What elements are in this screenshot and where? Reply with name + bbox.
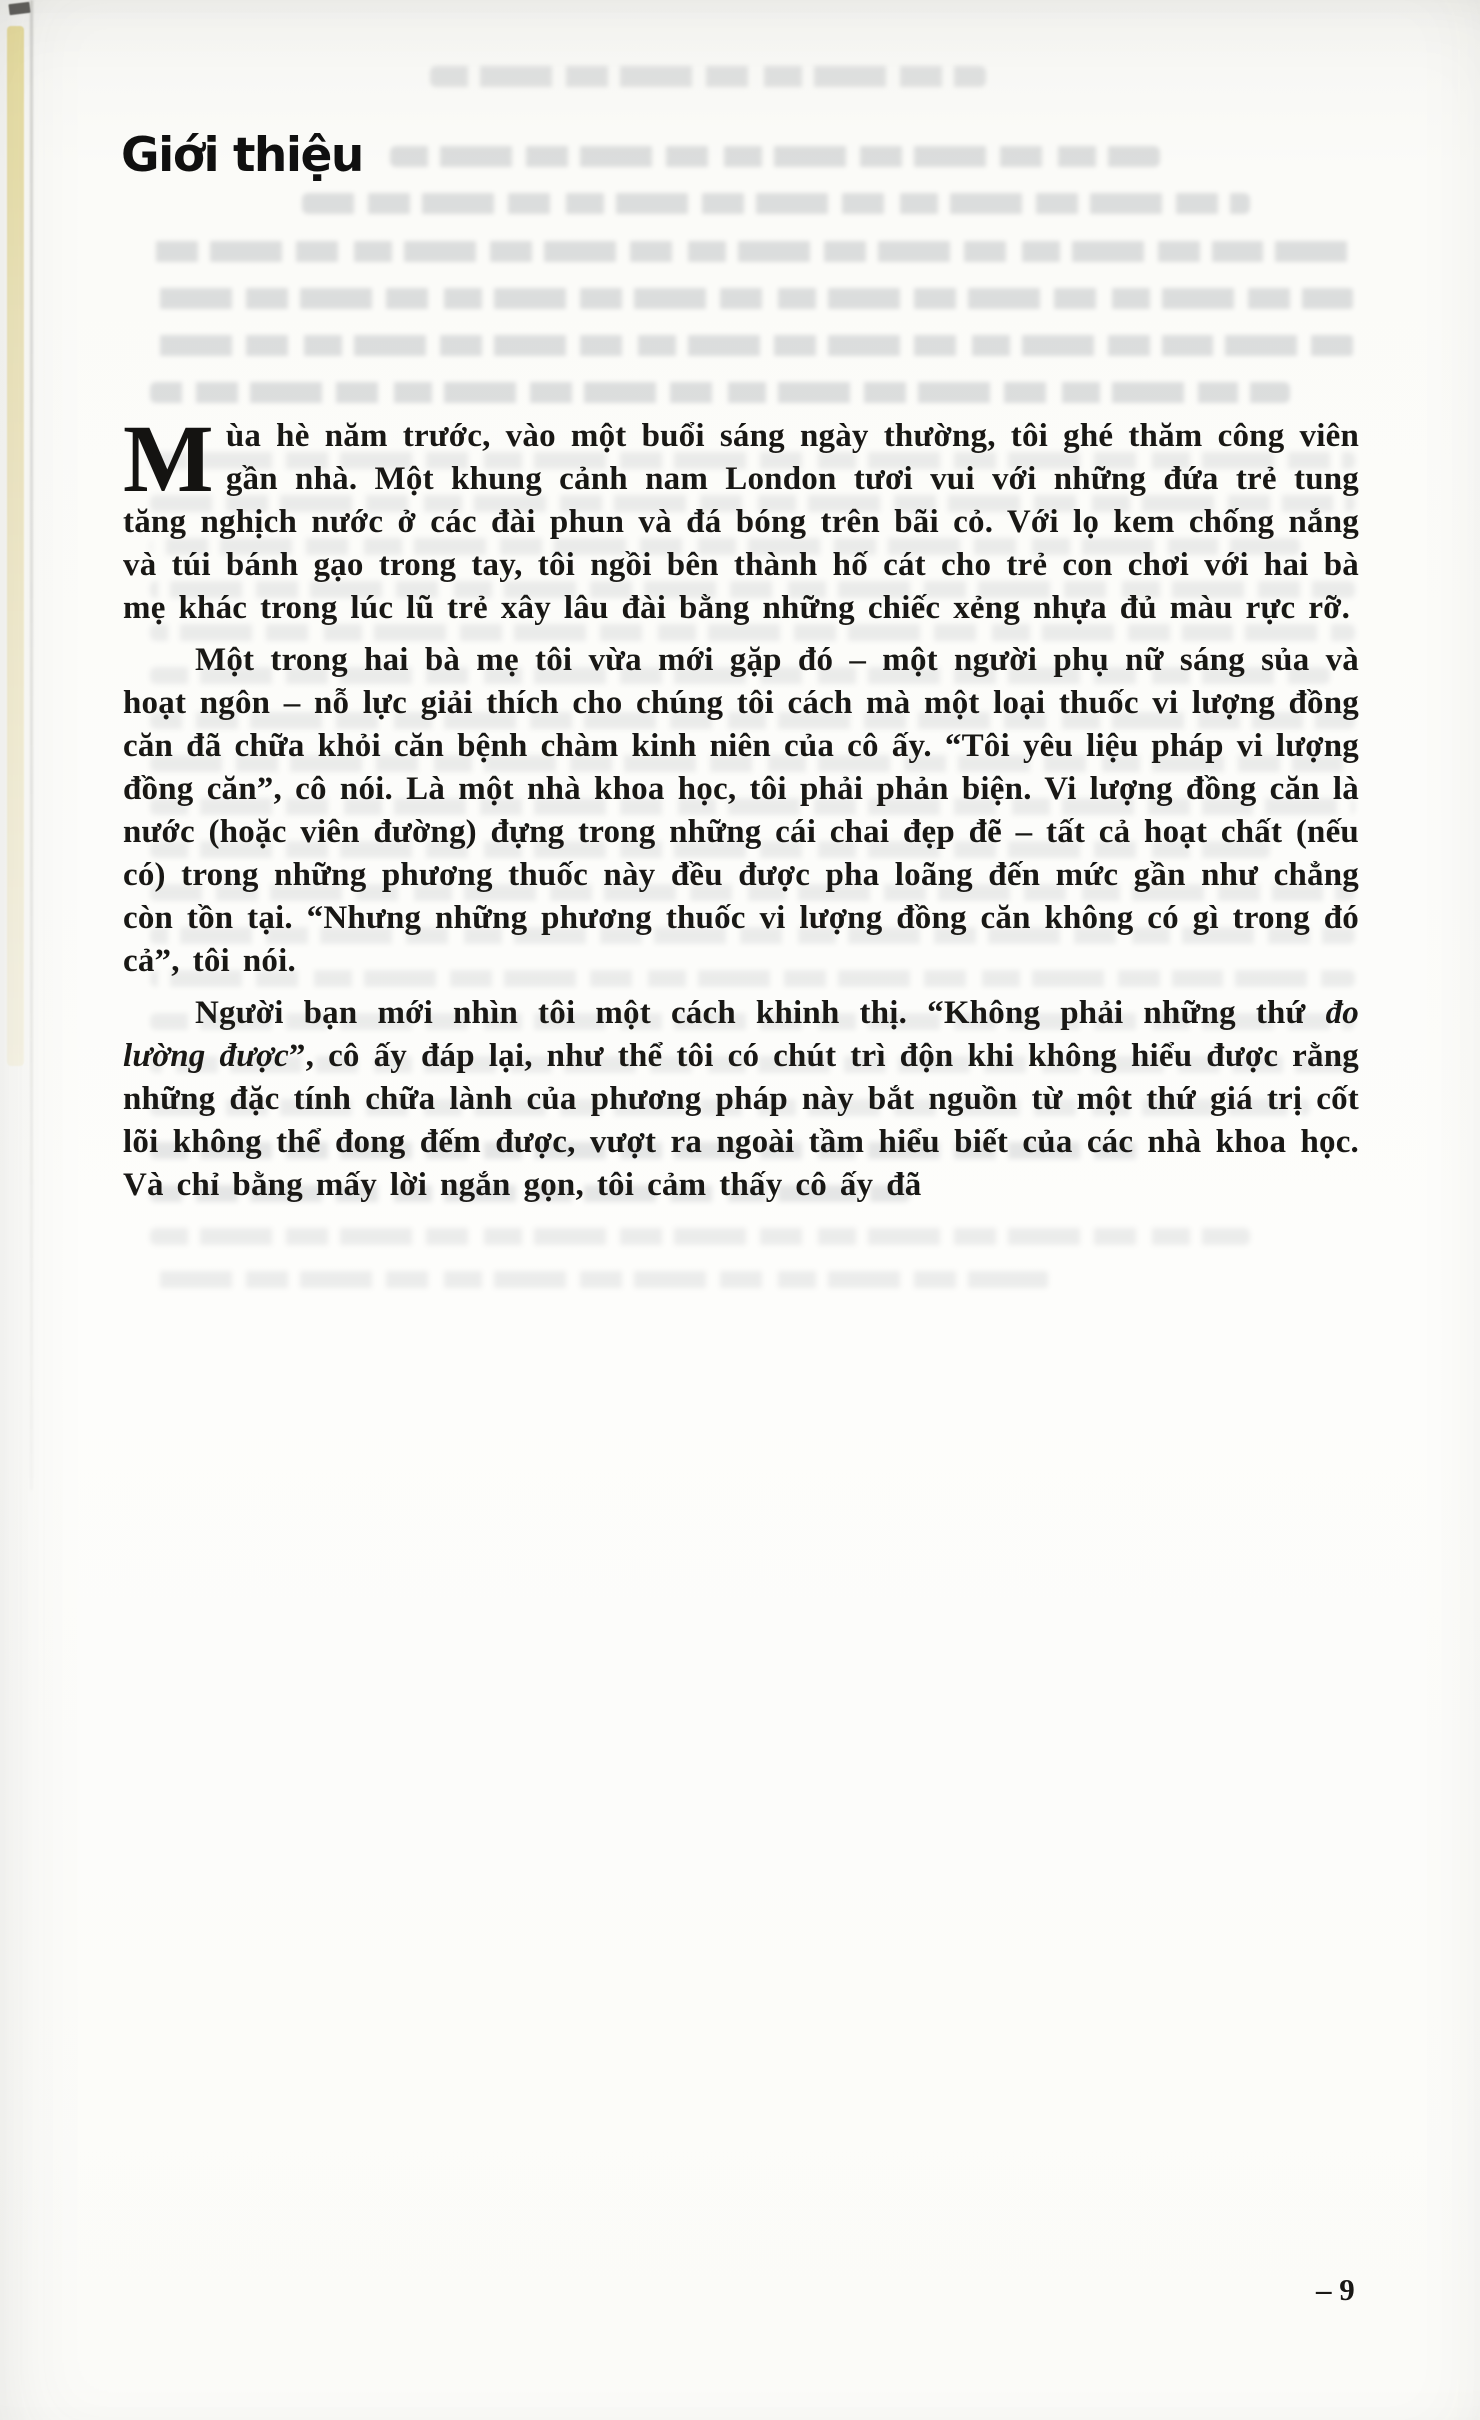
bleedthrough-line bbox=[150, 241, 1355, 262]
paragraph-3 bbox=[123, 992, 1359, 1207]
bleedthrough-line bbox=[150, 382, 1290, 403]
paragraph-2 bbox=[123, 639, 1359, 983]
paragraph-1 bbox=[123, 405, 1359, 630]
italic-phrase: đo lường được bbox=[123, 995, 1359, 1074]
bleedthrough-line bbox=[150, 335, 1355, 356]
paragraph-2-text: Một trong hai bà mẹ tôi vừa mới gặp đó – một người phụ nữ sáng sủa và hoạt ngôn – nỗ lực giải thích cho chúng tôi cách mà một loại thuốc vi lượng đồng căn đã chữa khỏi căn bệnh chàm kinh niên của cô ấy. “Tôi yêu liệu pháp vi lượng đồng căn”, cô nói. Là một nhà khoa học, tôi phải phản biện. Vi lượng đồng căn là nước (hoặc viên đường) đựng trong những cái chai đẹp đẽ – tất cả hoạt chất (nếu có) trong những phương thuốc này đều được pha loãng đến mức gần như chẳng còn tồn tại. “Nhưng những phương thuốc vi lượng đồng căn không có gì trong đó cả”, tôi nói. bbox=[123, 642, 1359, 979]
body-text bbox=[123, 405, 1359, 1207]
bleedthrough-line bbox=[150, 288, 1355, 309]
bleedthrough-line bbox=[390, 146, 1160, 167]
paragraph-3-text-pre: Người bạn mới nhìn tôi một cách khinh thị. “Không phải những thứ bbox=[195, 995, 1326, 1031]
page-number: – 9 bbox=[1316, 2272, 1355, 2307]
bleedthrough-line bbox=[150, 1228, 1250, 1245]
drop-cap: M bbox=[123, 405, 214, 512]
bleedthrough-line bbox=[430, 66, 986, 87]
bleedthrough-line bbox=[302, 193, 1250, 214]
chapter-title: Giới thiệu bbox=[121, 128, 363, 183]
paragraph-3-text-post: ”, cô ấy đáp lại, như thể tôi có chút trì độn khi không hiểu được rằng những đặc tính chữa lành của phương pháp này bắt nguồn từ một thứ giá trị cốt lõi không thể đong đếm được, vượt ra ngoài tầm hiểu biết của các nhà khoa học. Và chỉ bằng mấy lời ngắn gọn, tôi cảm thấy cô ấy đã bbox=[123, 1038, 1359, 1203]
bleedthrough-line bbox=[150, 1271, 1050, 1288]
page-edge-line bbox=[30, 0, 33, 1490]
spine-highlight bbox=[7, 26, 24, 1066]
paragraph-1-text: ùa hè năm trước, vào một buổi sáng ngày thường, tôi ghé thăm công viên gần nhà. Một khung cảnh nam London tươi vui với những đứa trẻ tung tăng nghịch nước ở các đài phun và đá bóng trên bãi cỏ. Với lọ kem chống nắng và túi bánh gạo trong tay, tôi ngồi bên thành hố cát cho trẻ con chơi với hai bà mẹ khác trong lúc lũ trẻ xây lâu đài bằng những chiếc xẻng nhựa đủ màu rực rỡ. bbox=[123, 418, 1359, 626]
